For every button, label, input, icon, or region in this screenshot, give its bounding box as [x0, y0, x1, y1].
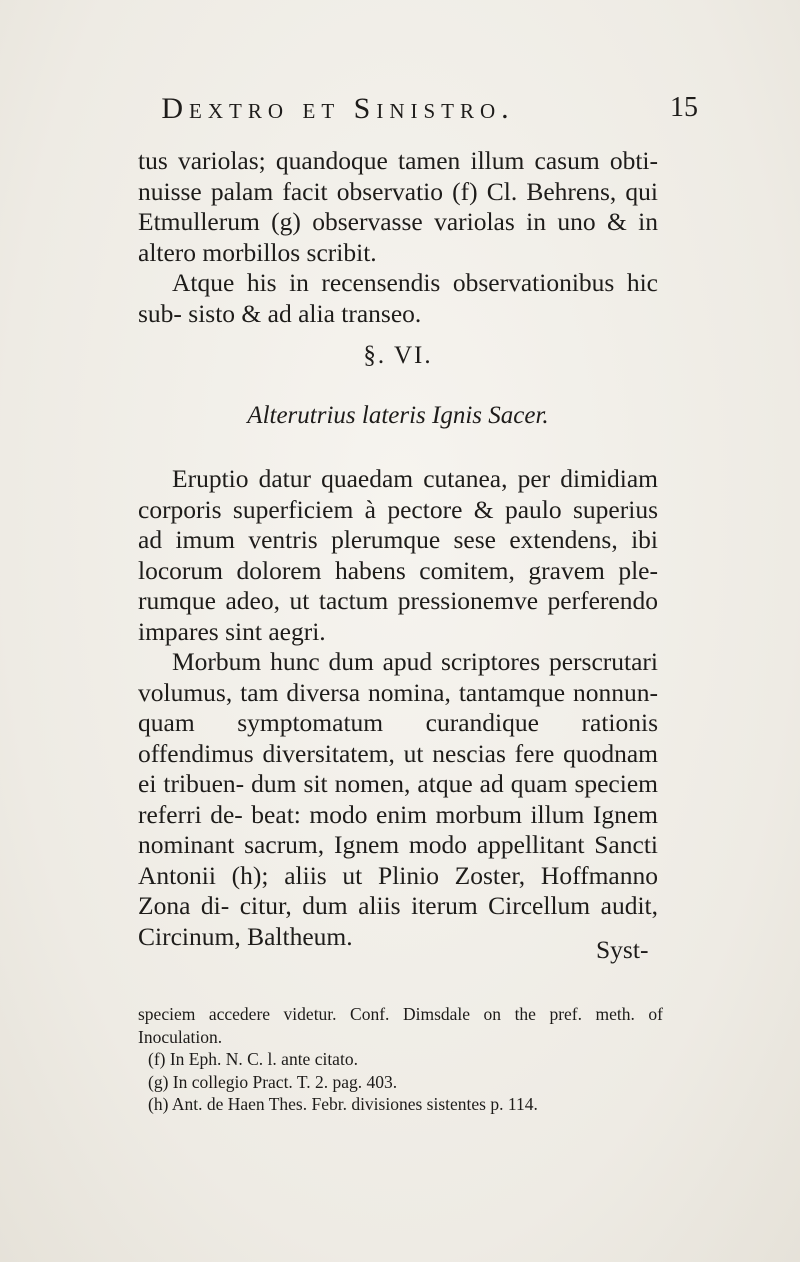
catchword: Syst- [596, 935, 649, 964]
footnote-h: (h) Ant. de Haen Thes. Febr. divisiones sistentes p. 114. [148, 1094, 538, 1114]
paragraph: Eruptio datur quaedam cutanea, per dimidiam corporis superficiem à pectore & paulo superius ad imum ventris plerumque sese extendens, ibi locorum dolorem habens comitem, gravem ple- rumque adeo, ut tactum pressionemve perferendo impares sint aegri. [138, 464, 658, 646]
text-block-top [138, 146, 658, 329]
running-head-title: Dextro et Sinistro. [161, 92, 515, 125]
page-number: 15 [670, 92, 698, 123]
footnote-g: (g) In collegio Pract. T. 2. pag. 403. [148, 1071, 398, 1092]
paragraph: Morbum hunc dum apud scriptores perscrutari volumus, tam diversa nomina, tantamque nonnun- quam symptomatum curandique rationis offendimus diversitatem, ut nescias fere quodnam ei tribuen- dum sit nomen, atque ad quam speciem referri de- beat: modo enim morbum illum Ignem nominant sacrum, Ignem modo appellitant Sancti Antonii (h); aliis ut Plinio Zoster, Hoffmanno Zona di- citur, dum aliis iterum Circellum audit, Circinum, Baltheum. [138, 647, 658, 951]
footnote-continuation: speciem accedere videtur. Conf. Dimsdale on the pref. meth. of Inoculation. [138, 1004, 663, 1047]
footnotes [138, 1003, 663, 1116]
paragraph: tus variolas; quandoque tamen illum casum obti- nuisse palam facit observatio (f) Cl. Behrens, qui Etmullerum (g) observasse variolas in uno & in altero morbillos scribit. [138, 146, 658, 267]
section-title: Alterutrius lateris Ignis Sacer. [247, 402, 549, 429]
text-block-main [138, 464, 658, 952]
paragraph: Atque his in recensendis observationibus hic sub- sisto & ad alia transeo. [138, 268, 658, 328]
footnote-f: (f) In Eph. N. C. l. ante citato. [148, 1049, 358, 1069]
section-number: §. VI. [363, 342, 433, 369]
running-head [88, 92, 698, 132]
